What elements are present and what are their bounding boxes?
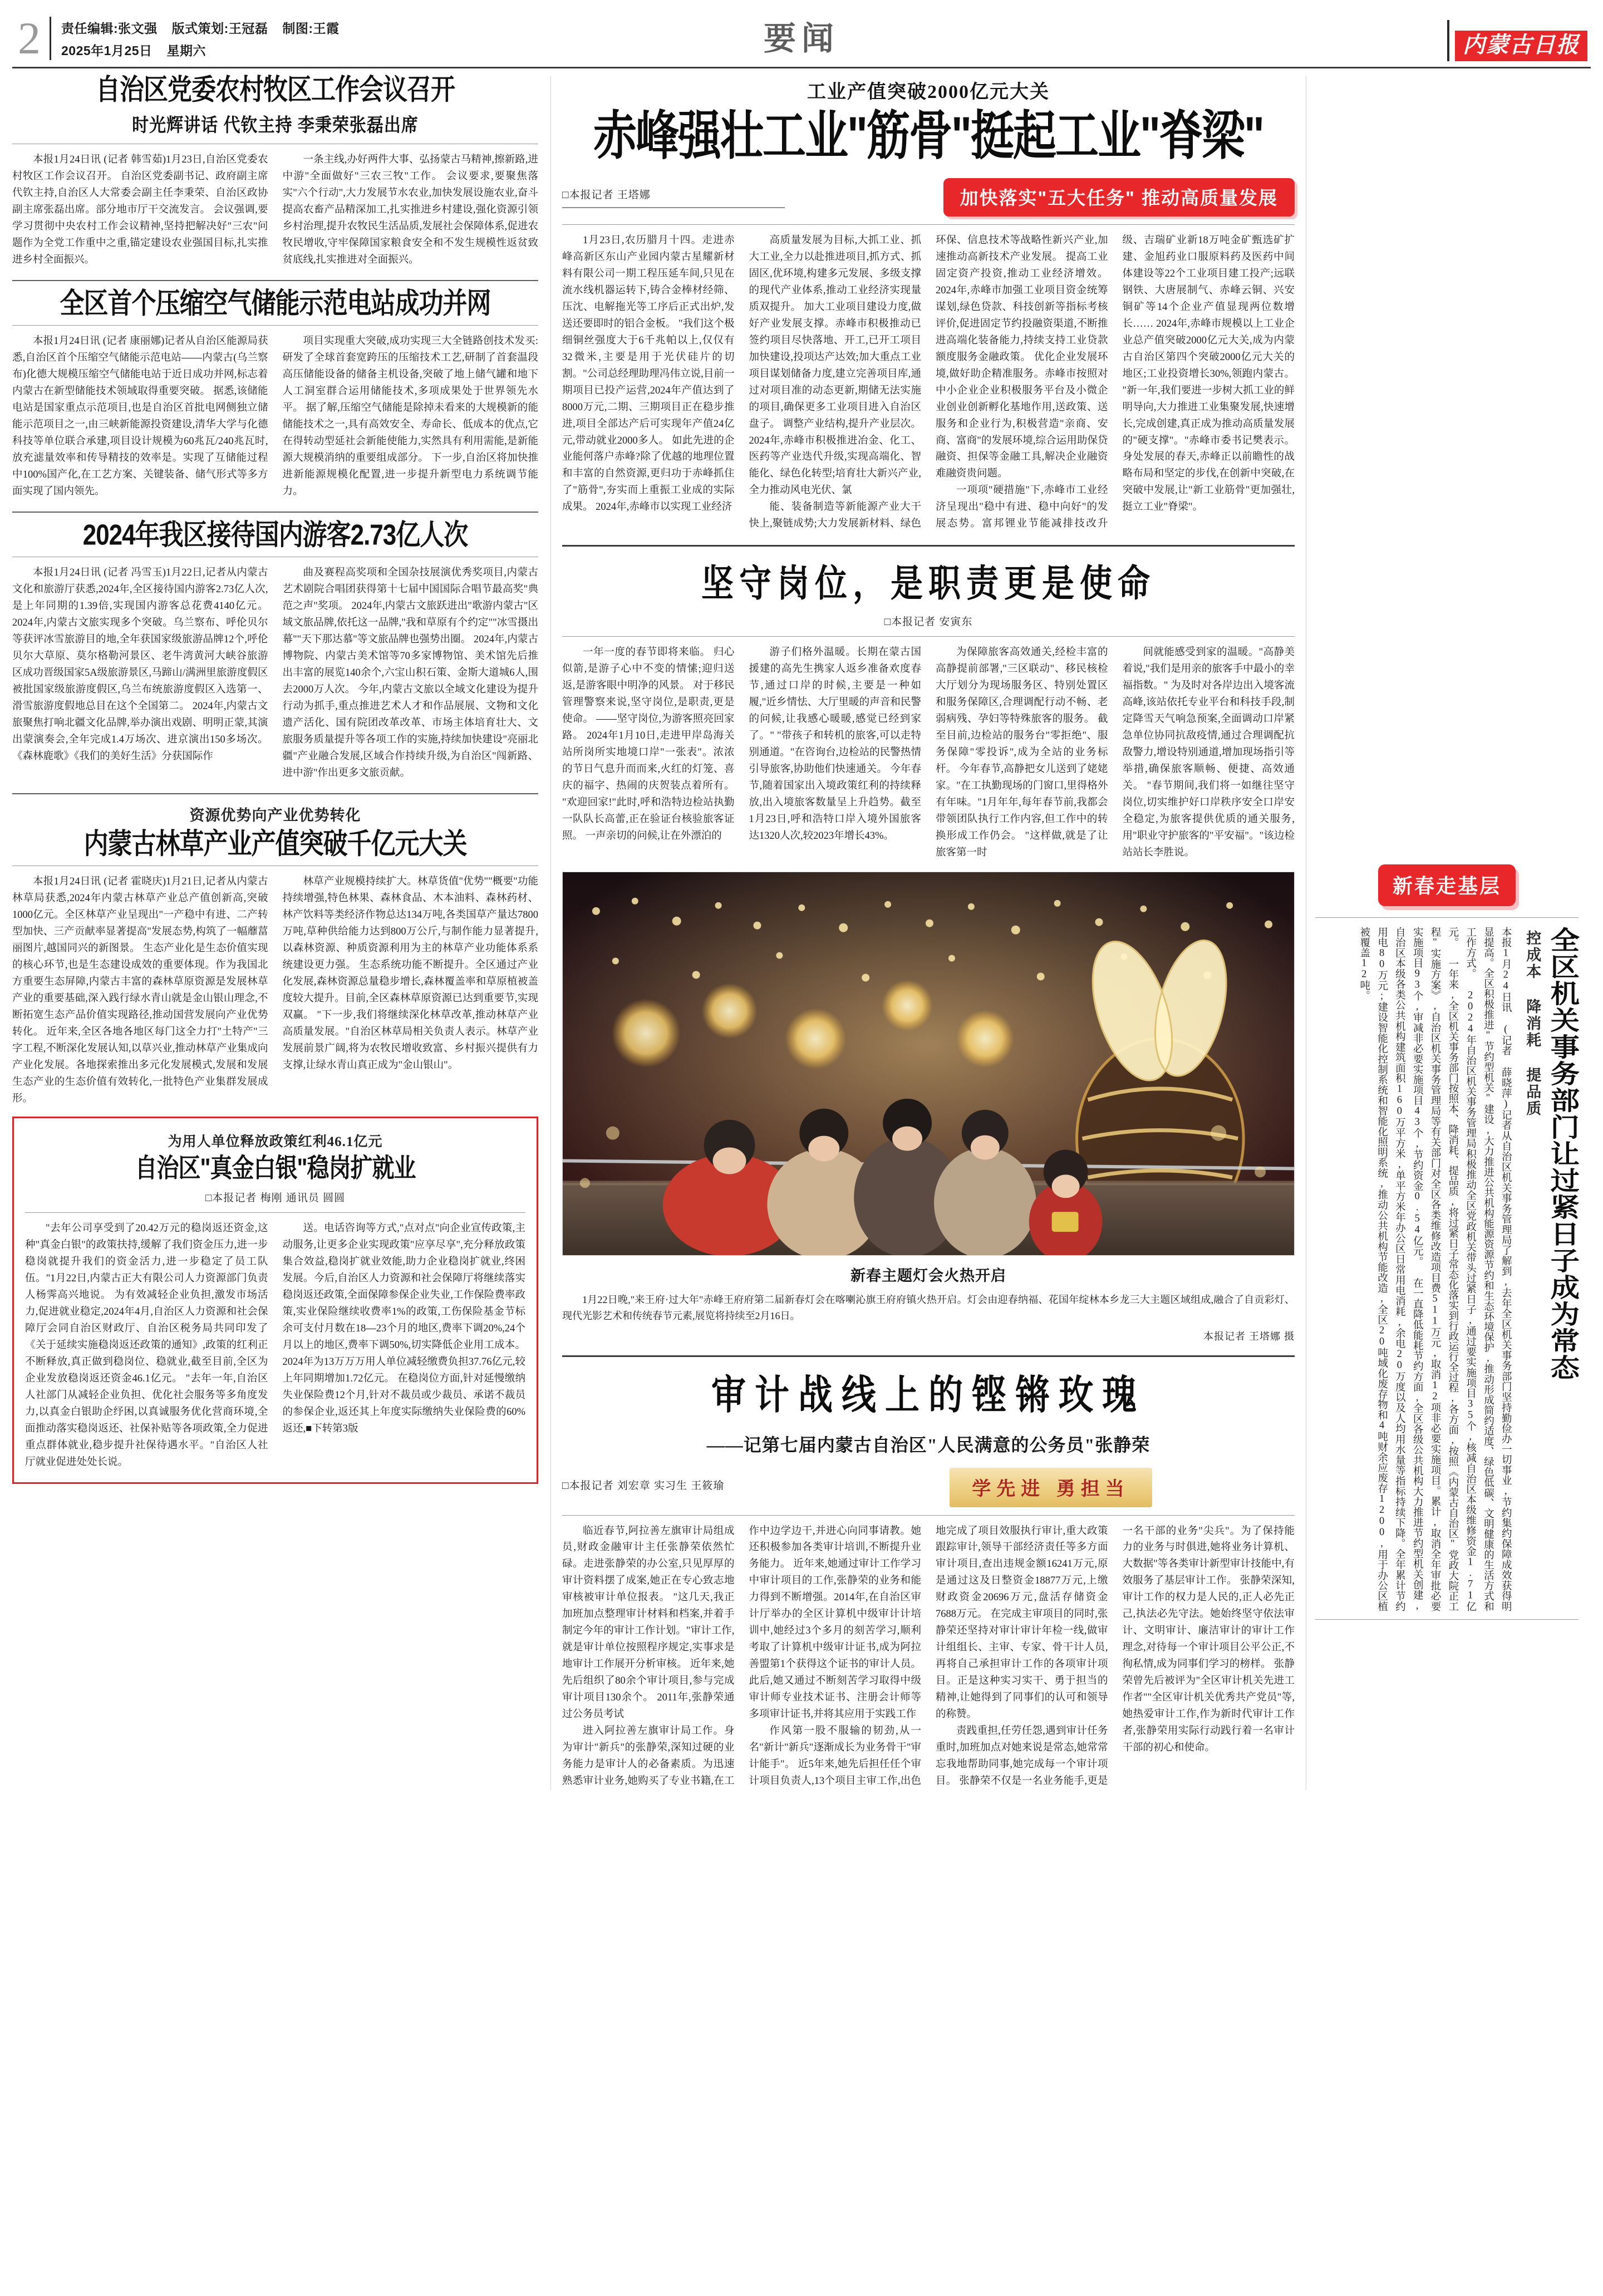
story4-headline: 内蒙古林草产业产值突破千亿元大关 xyxy=(83,828,467,861)
bottom-meta xyxy=(562,1468,1295,1507)
second-byline: □本报记者 安寅东 xyxy=(884,616,973,628)
credit-editor: 责任编辑:张文强 xyxy=(61,21,158,36)
top-byline: □本报记者 王塔娜 xyxy=(562,186,785,208)
center-column xyxy=(551,76,1306,1790)
top-col-3: 能、装备制造等新能源产业大干快上,聚链成势;大力发展新材料、绿色环保、信息技术等战略性新兴产业,加速推动高新技术产业发展。 提高工业固定资产投资,推动工业经济增效。2024年,赤峰市加强工业项目资金统筹谋划,绿色贷款、科技创新等指标考核评价,促进固定节约投融资渠道,不断推进高端化装备能力,持续支持工业贷款额度服务金融政策。 优化企业发展环境,做好助企精准服务。赤峰市按照对中小企业企业积极服务平台及小微企业创业创新孵化基地作用,送政策、送服务和企业行为,积极营造"亲商、安商、富商"的发展环境,综合运用助保贷融资、担保等金融工具,解决企业融资难融资贵问题。 xyxy=(749,234,1108,530)
story-tourism-2024 xyxy=(12,519,538,782)
story4-body-a: 本报1月24日讯 (记者 霍晓庆)1月21日,记者从内蒙古林草局获悉,2024年内蒙古林草产业总产值创新高,突破1000亿元。全区林草产业呈现出"一产稳中有进、二产转型加快、三产贡献率显著提高"发展态势,构筑了一幅蘼葍丽图片,越国同兴的新图景。 生态产业化是生态价值实现的核心环节,也是生态建设成效的重要体现。作为我国北方重要生态屏障,内蒙古丰富的森林草原资源是发展林草产业的重要基础,深入践行绿水青山就是金山银山理念,不断拓宽生态产品价值实现路径,推动国营发展向产业优势转化。 近年来,全区各地各地区每门这全力打"土特产"三字工程,不断深化发展认知,以草兴业,推动林草产业集成向产业化发展。各地探索推出多元化发展模式,发展和发展生态产业的生态价值有效转化,一批特色产业集群发展成形。 xyxy=(12,876,268,1104)
badge-spring-festival-grassroots: 新春走基层 xyxy=(1378,864,1516,906)
photo-block xyxy=(562,872,1295,1343)
bottom-headline: 审计战线上的铿锵玫瑰 xyxy=(711,1373,1145,1418)
story-audit-rose xyxy=(562,1367,1295,1791)
boxed-body-b: 送。电话咨询等方式,"点对点"向企业宣传政策,主动服务,让更多企业实现政策"应享尽享",充分释放政策集合效益,稳岗扩就业效能,助力企业稳岗扩就业,终困发展。今后,自治区人力资源和社会保障厅将继续落实稳岗返还政策,全面保障参保企业失业,工作保险费率政策,实业保险继续收费率1%的政策,工伤保险基金节标余可支付月数在18—23个月的地区,费率下调20%,24个月以上的地区,费率下调50%,切实降低企业用工成本。2024年为13万万万用人单位减轻缴费负担37.76亿元,较上年同期增加1.72亿元。 在稳岗位方面,针对延慢缴纳失业保险费12个月,针对不裁员或少裁员、承诺不裁员的参保企业,返还其上年度实际缴纳失业保险费的60%返还,■下转第3版 xyxy=(282,1223,525,1435)
story2-body-a: 本报1月24日讯 (记者 康丽娜)记者从自治区能源局获悉,自治区首个压缩空气储能示范电站——内蒙古(乌兰察布)化德大规模压缩空气储能电站于近日成功并网,标志着内蒙古在新型储能技术领域取得重要突破。 据悉,该储能电站是国家重点示范项目,也是自治区首批电网侧独立储能示范项目之一,由三峡新能源投资建设,清华大学与化德科技等单位联合承建,项目设计规模为60兆瓦/240兆瓦时,放充滤量效率和传导精技的效率是。实现了互储能过程中100%国产化,在工艺方案、关键装备、储气形式等多方面实现了国内领先。 xyxy=(12,336,268,498)
story1-headline: 自治区党委农村牧区工作会议召开 xyxy=(96,73,455,106)
credit-graphics: 制图:王霞 xyxy=(282,21,340,36)
top-headline: 赤峰强壮工业"筋骨"挺起工业"脊梁" xyxy=(593,106,1263,166)
badge-wrap xyxy=(1315,864,1579,906)
story2-body-b: 项目实现重大突破,成功实现三大全链路创技术发买:研发了全球首套宽跨压的压缩技术工艺,研制了首套温段高压储能设备的储备主机设备,突破了地上储气罐和地下人工洞室群合运用储能技术,多项成果处于世界领先水平。 据了解,压缩空气储能是除掉未看来的大规模新的能储能技术之一,具有高效安全、寿命长、低成本的优点,它在得转动型延社会新能使能力,实然具有利用需能,是新能源大规模消纳的重要组成部分。 下一步,自治区将加快推进新能源规模化配置,进一步提升新型电力系统调节能力。 xyxy=(282,336,538,498)
bottom-story-body xyxy=(562,1523,1295,1791)
lantern-festival-photo xyxy=(562,872,1295,1256)
story-party-rural-meeting xyxy=(12,73,538,269)
vert-body xyxy=(1355,927,1514,1611)
second-col-1: 一年一度的春节即将来临。 归心似箭,是游子心中不变的情愫;迎归送返,是游客眼中明净的风景。 对于移民管理警察来说,坚守岗位,是职责,更是使命。 ——坚守岗位,为游客照亮回家路。 2024年1月10日,走进甲岸岛海关站所岗所实地境口岸"一张表"。浓浓的节日气息升而而来,火红的灯笼、喜庆的福字、热闹的庆贺装点着所有。 "欢迎回家!"此时,呼和浩特边检站执勤一队队长高蕾,正在验证台核验旅客证照。 一声亲切的问候,让在外漂泊的 xyxy=(562,647,735,842)
story-employment-boxed xyxy=(12,1117,538,1484)
top-col-1: 1月23日,农历腊月十四。走进赤峰高新区东山产业园内蒙古星耀新材料有限公司一期工程压延车间,只见在流水线机器运转下,铸合金棒材经筛、压沈、电解拖光等工序后正式出炉,发送还要即时的铝合金板。 "我们这个极细铜丝强度大于6千兆帕以上,仅仅有32微米,主要是用于光伏硅片的切割。"公司总经理助理冯伟立说,目前一期项目已投产运营,2024年产值达到了8000万元,二期、三期项目正在稳步推进,项目全部达产后可实现年产值24亿元,带动就业2000多人。 如此先进的企业能何落户赤峰?除了优越的地理位置和丰富的自然资源,更归功于赤峰抓住了"筋骨",夯实而上重振工业成的实际成果。 2024年,赤峰市以实现工业经济 xyxy=(562,234,735,513)
vert-headline-group xyxy=(1547,927,1580,1611)
second-col-4: 间就能感受到家的温暖。"高静美着说,"我们是用亲的旅客手中最小的幸福指数。" 为及时对各岸边出入境客流高峰,该站依托专业平台和科技手段,制定降雪天气响急预案,全面调动口岸紧急单位协同抗敌疫情,通过合理调配抗敌警力,增设特别通道,增加现场指引等举措,确保旅客顺畅、便捷、高效通关。 "春节期间,我们将一如继往坚守岗位,切实维护好口岸秩序安全口岸安全稳定,为旅客提供优质的通关服务,用"职业守护旅客的"平安福"。"该边检站站长李胜说。 xyxy=(1122,647,1295,858)
bottom-col-3: 作风第一股不服输的韧劲,从一名"新计"新兵"逐渐成长为业务骨干"审计能手"。 近5年来,她先后担任任个审计项目负责人,13个项目主审工作,出色地完成了项目效服执行审计,重大政策跟踪审计,领导干部经济责任等多方面审计项目,查出违规金额16241万元,原是通过这及日整资金18877万元,上缴财政资金20696万元,盘活存储资金7688万元。 在完成主审项目的同时,张静荣还坚持对审计审计年检一线,做审计组组长、主审、专家、骨干计人员,再将自己承担审计工作的各项审计项目。正是这种实习实干、勇于担当的精神,让她得到了同事们的认可和领导的称赞。 xyxy=(749,1525,1108,1787)
story3-body-a: 本报1月24日讯 (记者 冯雪玉)1月22日,记者从内蒙古文化和旅游厅获悉,2024年,全区接待国内游客2.73亿人次,是上年同期的1.39倍,实现国内游客总花费4140亿元。 2024年,内蒙古文旅实现多个突破。乌兰察布、呼伦贝尔等获评冰雪旅游目的地,全年获国家级旅游品牌12个,呼伦贝尔大草原、莫尔格勒河景区、老牛湾黄河大峡谷旅游区成功晋级国家5A级旅游景区,马蹄山/满洲里旅游度假区被批国家级旅游度假区,乌兰布统旅游度假区入选第一、滑雪旅游度假地总目在这个全国第二。 2024年,内蒙古文旅聚焦打响北疆文化品牌,举办演出戏剧、明明正蒙,其演出蒙演奏会,全年完成1.4万场次、进京演出150多场次。《森林鹿歌》《我们的美好生活》分获国际作 xyxy=(12,567,268,762)
boxed-kicker: 为用人单位释放政策红利46.1亿元 xyxy=(168,1134,383,1149)
page-grid xyxy=(12,73,1591,1790)
vert-kicker: 控成本 降消耗 提品质 xyxy=(1524,930,1541,1117)
gold-banner-learn-advanced: 学先进 勇担当 xyxy=(950,1468,1152,1507)
story-forest-grass-industry xyxy=(12,803,538,1108)
credit-layout: 版式策划:王冠磊 xyxy=(171,21,268,36)
story1-body-a: 本报1月24日讯 (记者 韩雪茹)1月23日,自治区党委农村牧区工作会议召开。 自治区党委副书记、政府副主席代钦主持,自治区人大常委会副主任李秉荣、自治区政协副主席张磊出席。部分地市厅干交流发言。 会议强调,要学习贯彻中央农村工作会议精神,坚持把解决好"三农"问题作为全党工作重中之重,锚定建设农业强国目标,扎实推进乡村全面振兴。 xyxy=(12,154,268,266)
weekday: 星期六 xyxy=(166,43,206,58)
masthead-rule xyxy=(12,67,1591,68)
divider xyxy=(12,512,538,513)
vert-byline: 本报1月24日讯 (记者 薛晓萍) xyxy=(1500,927,1512,1110)
story4-kicker: 资源优势向产业优势转化 xyxy=(189,807,361,824)
story-border-police xyxy=(562,557,1295,862)
divider xyxy=(1315,1619,1579,1620)
section-title: 要闻 xyxy=(763,21,839,57)
boxed-byline: □本报记者 梅刚 通讯员 圆圆 xyxy=(205,1192,346,1204)
boxed-headline: 自治区"真金白银"稳岗扩就业 xyxy=(135,1153,416,1183)
top-story-body xyxy=(562,233,1295,533)
photo-credit: 本报记者 王塔娜 摄 xyxy=(1203,1330,1295,1342)
photo-caption: 新春主题灯会火热开启 xyxy=(850,1267,1006,1284)
masthead xyxy=(12,0,1591,62)
story1-subhead: 时光辉讲话 代钦主持 李秉荣张磊出席 xyxy=(132,115,419,136)
second-col-2: 游子们格外温暖。长期在蒙古国援建的高先生携家人返乡准备欢度春节,通过口岸的时候,主要是一种如履,"近乡情怯、大厅里暖的声音和民警的问候,让我感心暖暖,感觉已经到家了。" "带孩子和转机的旅客,可以走特别通道。"在咨询台,边检站的民警热情引导旅客,协助他们快速通关。 今年春节,随着国家出入境政策红利的持续释放,出入境旅客数量呈上升趋势。截至1月23日,呼和浩特口岸入境外国旅客达1320人次,较2023年增长43%。 xyxy=(749,647,921,842)
publication-date: 2025年1月25日 xyxy=(61,43,153,58)
vert-headline: 全区机关事务部门让过紧日子成为常态 xyxy=(1547,927,1580,1381)
divider xyxy=(12,793,538,794)
story2-headline: 全区首个压缩空气储能示范电站成功并网 xyxy=(60,287,491,320)
story1-body xyxy=(12,152,538,269)
top-col-4: 一项项"硬措施"下,赤峰市工业经济呈现出"稳中有进、稳中向好"的发展态势。富邦锂业节能减排技改升级、吉瑞矿业新18万吨金矿甄选矿扩建、金旭药业口服原料药及医药中间体建设等22个工业项目建工投产;远联钢铁、大唐展制气、赤峰云铜、兴安铜矿等14个企业产值显现两位数增长…… 2024年,赤峰市规模以上工业企业总产值突破2000亿元大关,成为内蒙古自治区第四个突破2000亿元大关的地区;工业投资增长30%,领跑内蒙古。 "新一年,我们要进一步树大抓工业的鲜明导向,大力推进工业集聚发展,快速增长,完成创建,真正成为推动高质量发展的"硬支撑"。"赤峰市委书记樊表示。 身处发展的春天,赤峰正以前瞻性的战略布局和坚定的步伐,在创新中突破,在突破中发展,让"新工业筋骨"更加强壮,挺立工业"脊梁"。 xyxy=(936,234,1295,530)
photo-description: 1月22日晚,"来王府·过大年"赤峰王府府第二届新春灯会在喀喇沁旗王府府镇火热开启。灯会由迎春纳福、花国年绽林本乡龙三大主题区域组成,融合了自贡彩灯、现代光影艺术和传统春节元素,展览将持续至2月16日。 xyxy=(562,1294,1295,1321)
story3-body-b: 曲及赛程高奖项和全国杂技展演优秀奖项目,内蒙古艺术剧院合唱团获得第十七届中国国际合唱节最高奖"典范之声"奖项。 2024年,内蒙古文旅跃进出"歌游内蒙古"区域文旅品牌,依托这一品牌,"我和草原有个约定""冰雪摄出幕""天下那达慕"等文旅品牌也强势出圈。 2024年,内蒙古博物院、内蒙古美术馆等70多家博物馆、美术馆先后推出丰富的展览140余个,六宝山积石策、金斯大道城6人,围去2000万人次。 今年,内蒙古文旅以全域文化建设为提升行动为抓手,重点推进艺术人才和作品展展、文物和文化遗产活化、国有院团改革改革、市场主体培育壮大、文旅服务质量提升等各项工作的实施,持续加快建设"亮丽北疆"产业融合发展,区域合作持续升级,为自治区"闯新路、进中游"作出更多文旅贡献。 xyxy=(282,567,538,779)
story-government-frugality xyxy=(1315,927,1579,1611)
story-chifeng-industry xyxy=(562,76,1295,533)
brand-divider xyxy=(1447,20,1449,61)
vert-body-text: 记者从自治区机关事务管理局了解到,去年全区机关事务部门坚持勤俭办一切事业,节约集约保障成效获得明显提高。全区积极推进"节约型机关"建设,大力推进公共机构能源资源节约和生态环境保护,推动形成简约适度、绿色低碳、文明健康的生活方式和工作方式。 2024年自治区机关事务管理局积极推动全区党政机关带头过紧日子,通过要实施项目35个,核减自治区本级维修资金1.71亿元。 一年来,全区机关事务部门按照本、降消耗、提品质,将过紧日子常态化落实到行政运行全过程,各方面,按照《内蒙古自治区"党政大院正工程"实施方案》,自治区机关事务管理局等有关部门对全区各类维修改造项目费511万元,取消12项非必要实施项目。累计,取消全年审批必要实施项目93个,审减非必要实施项目43个,节约资金0.54亿元。 在一直降低能耗节约方面,全区各级公共机构大力推进节约型机关创建,自治区本级各类公共机构建筑面积160万平方米,单平方米年办公区日常用电消耗,余电20万度以及人均用水量等指标持续下降。全年累计节约用电80万元;建设智能化控制系统和智能化照明系统,推动公共机构节能改造,全区20吨域化废存物和4吨财余应废存1200,用于办公区植被覆盖12吨。 xyxy=(1358,927,1512,1612)
divider xyxy=(562,1355,1295,1357)
left-column xyxy=(12,73,551,1790)
second-headline: 坚守岗位，是职责更是使命 xyxy=(701,563,1155,605)
second-story-body xyxy=(562,645,1295,862)
story1-body-b: 一条主线,办好两件大事、弘扬蒙古马精神,擦新路,进中游"全面做好"三农三牧"工作。 会议要求,要聚焦落实"六个行动",大力发展节水农业,加快发展设施农业,奋斗提高农畜产品精深加工,扎实推进乡村建设,强化资源引领乡村治理,提升农牧民生活品质,发展社会保障体系,促进农牧民增收,守牢保障国家粮食安全和不发生规模性返贫致贫底线,扎实推进对全面振兴。 xyxy=(282,154,538,266)
second-col-3: 为保障旅客高效通关,经检丰富的高静提前部署,"三区联动"、移民核检大厅划分为现场服务区、特别处置区和服务保障区,合理调配行动不畅、老弱病残、孕妇等特殊旅客的服务。 截至目前,边检站的服务台"零拒绝"、服务保障"零投诉",成为全站的业务标杆。 今年春节,高静把女儿送到了姥姥家。"在工执勤现场的门窗口,里得格外有年味。"1月年年,每年春节前,我都会带领团队执行工作内容,但工作中的转换形成工作仍会。 "这样做,就是了让旅客第一时 xyxy=(936,647,1108,858)
story2-body xyxy=(12,333,538,500)
top-col-2: 高质量发展为目标,大抓工业、抓大工业,全力以赴推进项目,抓方式、抓固区,优环境,构建多元发展、多级支撑的现代产业体系,推动工业经济实现量质双提升。 加大工业项目建设力度,做好产业发展支撑。赤峰市积极推动已签约项目尽快落地、开工,已开工项目加快建设,投项达产达效;加大重点工业项目谋划储备力度,建立完善项目库,通过对项目准的动态更新,期储无法实施的项目,确保更多工业项目进入自治区盘子。 调整产业结构,提升产业层次。2024年,赤峰市积极推进冶金、化工、医药等产业迭代升级,实现高端化、智能化、绿色化转型;培育壮大新兴产业,全力推动风电光伏、氯 xyxy=(749,234,921,496)
boxed-body xyxy=(25,1221,525,1471)
bottom-col-1: 临近春节,阿拉善左旗审计局组成员,财政金融审计主任张静荣依然忙碌。走进张静荣的办公室,只见厚厚的审计资料摆了成案,她正在专心致志地审核被审计单位报表。 "这几天,我正加班加点整理审计材料和档案,并着手制定今年的审计工作计划。"审计工作,就是审计单位按照程序规定,实事求是地审计工作展开分析审核。 近年来,她先后组织了80余个审计项目,参与完成审计项目130余个。 2011年,张静荣通过公务员考试 xyxy=(562,1525,735,1720)
divider xyxy=(12,325,538,326)
bottom-col-2: 进入阿拉善左旗审计局工作。身为审计"新兵"的张静荣,深知过硬的业务能力是审计人的必备素质。为迅速熟悉审计业务,她购买了专业书籍,在工作中边学边干,并进心向同事请教。她还积极参加各类审计培训,不断提升业务能力。 近年来,她通过审计工作学习中审计项目的工作,张静荣的业务和能力得到不断增强。2014年,在自治区审计厅举办的全区计算机中级审计计培训中,她经过3个多月的刻苦学习,顺利考取了计算机中级审计证书,成为阿拉善盟第1个获得这个证书的审计人员。 此后,她又通过不断刻苦学习取得中级审计师专业技术证书、注册会计师等多项审计证书,并将其应用于实践工作 xyxy=(562,1525,921,1787)
story4-body xyxy=(12,874,538,1108)
story3-headline: 2024年我区接待国内游客2.73亿人次 xyxy=(82,519,468,552)
divider xyxy=(12,280,538,281)
banner-wrap xyxy=(785,178,1295,217)
divider xyxy=(562,636,1295,637)
top-kicker: 工业产值突破2000亿元大关 xyxy=(807,82,1050,102)
right-column xyxy=(1306,76,1579,1790)
red-banner-five-tasks: 加快落实"五大任务" 推动高质量发展 xyxy=(943,178,1295,217)
brand-logo xyxy=(1447,20,1587,61)
brand-name: 内蒙古日报 xyxy=(1455,31,1587,61)
boxed-body-a: "去年公司享受到了20.42万元的稳岗返还资金,这种"真金白银"的政策扶持,缓解了我们资金压力,进一步稳岗就提升我们的资金活力,进一步稳定了员工队伍。"1月22日,内蒙古正大有限公司人力资源部门负责人杨霁高兴地说。 为有效减轻企业负担,激发市场活力,促进就业稳定,2024年4月,自治区人力资源和社会保障厅会同自治区财政厅、自治区税务局共同印发了《关于延续实施稳岗返还政策的通知》,政策的红利正不断释放,真正做到稳岗位、稳就业,截至目前,全区为企业发放稳岗返还资金46.1亿元。 "去年一年,自治区人社部门从减轻企业负担、优化社会服务等多角度发力,以真金白银助企纾困,以真诚服务优化营商环境,全面推动落实稳岗返还、社保补贴等各项政策,全力促进重点群体就业,稳步提升社保待遇水平。"自治区人社厅就业促进处处长说。 xyxy=(25,1223,268,1468)
bottom-subhead: ——记第七届内蒙古自治区"人民满意的公务员"张静荣 xyxy=(706,1434,1150,1455)
divider xyxy=(562,1515,1295,1516)
divider xyxy=(25,1212,525,1213)
story4-body-b: 林草产业规模持续扩大。林草货值"优势""概要"功能持续增强,特色林果、森林食品、木本油料、森林药材、林产饮料等类经济作物总达134万吨,各类国草产量达7800万吨,草种供给能力达到800万公斤,与制作能力显著提升,以森林资源、种质资源利用为主的林草产业功能体系系统建设更力强。 生态系统功能不断提升。全区通过产业化发展,森林资源总量稳步增长,森林覆盖率和草原植被盖度较大提升。目前,全区森林草原资源已达到重要节,实现双赢。 "下一步,我们将继续深化林草改革,推动林草产业高质量发展。"自治区林草局相关负责人表示。林草产业发展前景广阔,将为农牧民增收致富、乡村振兴提供有力支撑,让绿水青山真正成为"金山银山"。 xyxy=(282,876,538,1071)
divider xyxy=(562,545,1295,547)
top-meta xyxy=(562,178,1295,217)
story-air-storage-station xyxy=(12,287,538,500)
gold-banner-wrap xyxy=(807,1468,1295,1507)
divider xyxy=(1315,917,1579,918)
story3-body xyxy=(12,565,538,782)
divider xyxy=(562,224,1295,225)
bottom-byline: □本报记者 刘宏章 实习生 王筱瑜 xyxy=(562,1479,725,1492)
bottom-col-4: 责践重担,任劳任怨,遇到审计任务重时,加班加点对她来说是常态,她常常忘我地帮助同事,她完成每一个审计项目。 张静荣不仅是一名业务能手,更是一名干部的业务"尖兵"。为了保持能力的业务与时俱进,她将业务计算机、大数据"等各类审计新型审计技能中,有效服务了基层审计工作。 张静荣深知,审计工作的权力是人民的,正人必先正己,执法必先守法。她始终坚守依法审计、文明审计、廉洁审计的审计工作理念,对待每一个审计项目公平公正,不徇私情,成为同事们学习的榜样。 张静荣曾先后被评为"全区审计机关先进工作者""全区审计机关优秀共产党员"等,她热爱审计工作,作为新时代审计工作者,张静荣用实际行动践行着一名审计干部的初心和使命。 xyxy=(936,1525,1295,1787)
page-number: 2 xyxy=(18,13,40,64)
